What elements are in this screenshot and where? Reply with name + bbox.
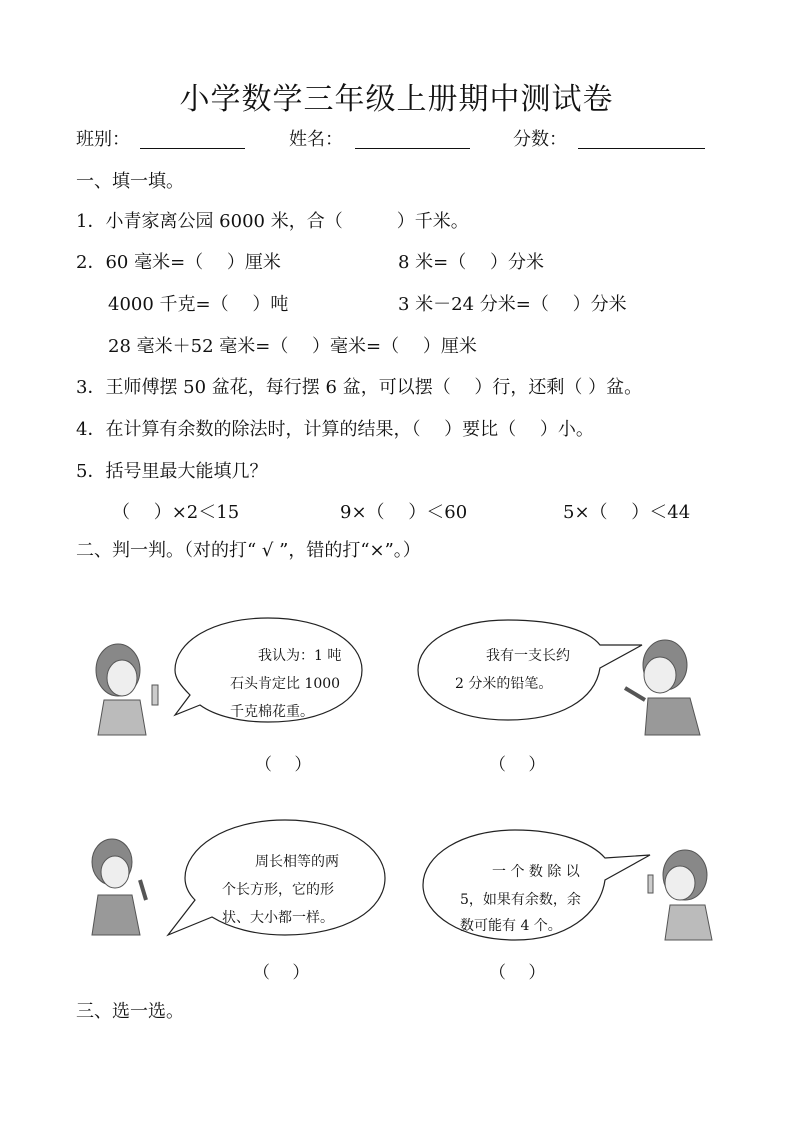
name-label: 姓名： [289, 129, 343, 150]
answer-2[interactable]: （ ） [489, 755, 546, 775]
question-2c: 4000 千克=（ ）吨 [108, 294, 289, 315]
section2-heading: 二、判一判。（对的打“ √ ”，错的打“×”。） [76, 540, 421, 561]
bubble-3-line-1: 周长相等的两 [255, 854, 339, 870]
question-5c: 5×（ ）＜44 [563, 502, 691, 523]
boy-illustration-1 [625, 640, 700, 735]
question-5a: （ ）×2＜15 [112, 502, 240, 523]
bubble-4-line-2: 5，如果有余数，余 [460, 892, 581, 908]
bubble-1-line-1: 我认为：1 吨 [258, 648, 342, 664]
bubble-2-line-1: 我有一支长约 [486, 648, 570, 664]
girl-illustration-1 [96, 644, 158, 735]
bubble-1-line-2: 石头肯定比 1000 [230, 676, 341, 692]
question-1: 1．小青家离公园 6000 米，合（ ）千米。 [76, 211, 469, 232]
bubble-3-line-2: 个长方形，它的形 [222, 882, 334, 898]
question-2b: 8 米=（ ）分米 [398, 252, 544, 273]
girl-illustration-2 [648, 850, 712, 940]
bubble-4-line-1: 一 个 数 除 以 [492, 864, 580, 880]
question-5: 5．括号里最大能填几？ [76, 461, 268, 482]
question-4: 4．在计算有余数的除法时，计算的结果，（ ）要比（ ）小。 [76, 419, 594, 440]
boy-illustration-2 [92, 839, 146, 935]
question-2d: 3 米－24 分米=（ ）分米 [398, 294, 627, 315]
answer-1[interactable]: （ ） [255, 755, 312, 775]
answer-4[interactable]: （ ） [489, 963, 546, 983]
question-2a: 2．60 毫米=（ ）厘米 [76, 252, 281, 273]
question-2e: 28 毫米＋52 毫米=（ ）毫米=（ ）厘米 [108, 336, 477, 357]
section1-heading: 一、填一填。 [76, 171, 184, 192]
class-label: 班别： [76, 129, 130, 150]
score-label: 分数： [513, 129, 567, 150]
bubble-1-line-3: 千克棉花重。 [230, 704, 314, 720]
bubble-2-line-2: 2 分米的铅笔。 [455, 676, 553, 692]
answer-3[interactable]: （ ） [253, 963, 310, 983]
page-title: 小学数学三年级上册期中测试卷 [179, 82, 614, 117]
section3-heading: 三、选一选。 [76, 1001, 184, 1022]
bubble-4-line-3: 数可能有 4 个。 [460, 918, 562, 934]
bubble-3-line-3: 状、大小都一样。 [222, 910, 334, 926]
question-3: 3．王师傅摆 50 盆花，每行摆 6 盆，可以摆（ ）行，还剩（ ）盆。 [76, 377, 643, 398]
question-5b: 9×（ ）＜60 [340, 502, 468, 523]
